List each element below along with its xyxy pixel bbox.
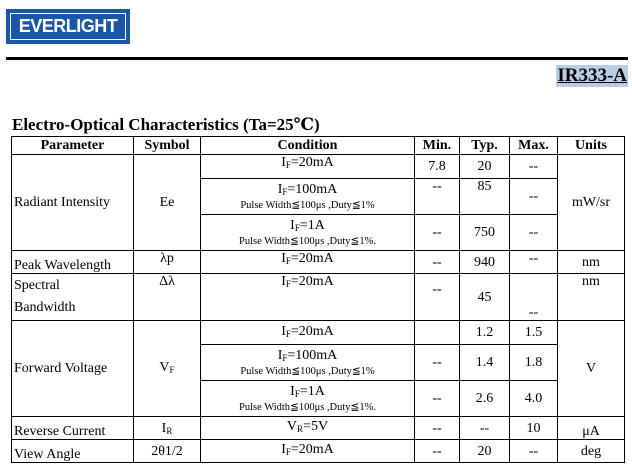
typ-value: 750 bbox=[460, 215, 510, 251]
condition-cell: $V_R=5V$ bbox=[201, 417, 415, 440]
condition-cell: $I_F=100mA$ Pulse Width≦100μs ,Duty≦1% bbox=[201, 345, 415, 381]
condition-cell: $I_F=20mA$ bbox=[201, 440, 415, 463]
param-angle: View Angle bbox=[12, 440, 134, 463]
typ-value: 20 bbox=[460, 440, 510, 463]
characteristics-table bbox=[11, 136, 625, 463]
table-row bbox=[12, 251, 625, 274]
condition-cell bbox=[201, 155, 415, 179]
min-value bbox=[415, 321, 460, 345]
param-reverse: Reverse Current bbox=[12, 417, 134, 440]
unit-radiant: mW/sr bbox=[558, 155, 625, 251]
unit-forward: V bbox=[558, 321, 625, 417]
max-value: 1.8 bbox=[510, 345, 558, 381]
unit-reverse: μA bbox=[558, 417, 625, 440]
table-row bbox=[12, 155, 625, 179]
pulse-note: Pulse Width≦100μs ,Duty≦1%. bbox=[239, 401, 376, 413]
max-value: -- bbox=[510, 179, 558, 215]
typ-value: 1.2 bbox=[460, 321, 510, 345]
logo-text: EVERLIGHT bbox=[10, 13, 126, 40]
max-value: 1.5 bbox=[510, 321, 558, 345]
condition-cell: $I_F=1A$ Pulse Width≦100μs ,Duty≦1%. bbox=[201, 215, 415, 251]
symbol-reverse: $I_R$ bbox=[134, 417, 201, 440]
param-radiant: Radiant Intensity bbox=[12, 155, 134, 251]
condition: $I_F=20mA$ bbox=[281, 155, 334, 170]
typ-value: 1.4 bbox=[460, 345, 510, 381]
table-row bbox=[12, 274, 625, 321]
header-rule bbox=[6, 57, 628, 60]
header-units: Units bbox=[558, 137, 625, 155]
header-max: Max. bbox=[510, 137, 558, 155]
max-value: 10 bbox=[510, 417, 558, 440]
min-value: -- bbox=[415, 274, 460, 321]
condition-cell: $I_F=20mA$ bbox=[201, 274, 415, 321]
typ-value: 940 bbox=[460, 251, 510, 274]
min-value: -- bbox=[415, 440, 460, 463]
header-min: Min. bbox=[415, 137, 460, 155]
max-value: -- bbox=[510, 440, 558, 463]
typ-value: 45 bbox=[460, 274, 510, 321]
symbol-peak: λp bbox=[134, 251, 201, 274]
symbol-spectral: Δλ bbox=[134, 274, 201, 321]
condition-cell: $I_F=20mA$ bbox=[201, 251, 415, 274]
min-value: -- bbox=[415, 345, 460, 381]
min-value: -- bbox=[415, 251, 460, 274]
symbol-angle: 2θ1/2 bbox=[134, 440, 201, 463]
symbol-radiant: Ee bbox=[134, 155, 201, 251]
max-value: -- bbox=[510, 274, 558, 321]
max-value: -- bbox=[510, 155, 558, 179]
min-value: -- bbox=[415, 179, 460, 215]
typ-value: 2.6 bbox=[460, 381, 510, 417]
pulse-note: Pulse Width≦100μs ,Duty≦1% bbox=[240, 199, 375, 211]
param-forward: Forward Voltage bbox=[12, 321, 134, 417]
unit-spectral: nm bbox=[558, 274, 625, 321]
table-row bbox=[12, 417, 625, 440]
unit-angle: deg bbox=[558, 440, 625, 463]
part-number: IR333-A bbox=[557, 65, 627, 86]
condition-cell: $I_F=1A$ Pulse Width≦100μs ,Duty≦1%. bbox=[201, 381, 415, 417]
min-value: -- bbox=[415, 215, 460, 251]
typ-value: -- bbox=[460, 417, 510, 440]
condition-cell: $I_F=20mA$ bbox=[201, 321, 415, 345]
typ-value: 85 bbox=[460, 179, 510, 215]
min-value: 7.8 bbox=[415, 155, 460, 179]
section-title: Electro-Optical Characteristics (Ta=25℃) bbox=[12, 115, 320, 134]
min-value: -- bbox=[415, 381, 460, 417]
typ-value: 20 bbox=[460, 155, 510, 179]
table-row bbox=[12, 440, 625, 463]
max-value: -- bbox=[510, 251, 558, 274]
min-value: -- bbox=[415, 417, 460, 440]
header-typ: Typ. bbox=[460, 137, 510, 155]
header-symbol: Symbol bbox=[134, 137, 201, 155]
param-spectral: Spectral Bandwidth bbox=[12, 274, 134, 321]
max-value: 4.0 bbox=[510, 381, 558, 417]
symbol-forward: $V_F$ bbox=[134, 321, 201, 417]
param-peak: Peak Wavelength bbox=[12, 251, 134, 274]
everlight-logo bbox=[6, 9, 130, 44]
max-value: -- bbox=[510, 215, 558, 251]
condition-cell: $I_F=100mA$ Pulse Width≦100μs ,Duty≦1% bbox=[201, 179, 415, 215]
table-row bbox=[12, 321, 625, 345]
unit-peak: nm bbox=[558, 251, 625, 274]
table-header-row bbox=[12, 137, 625, 155]
pulse-note: Pulse Width≦100μs ,Duty≦1%. bbox=[239, 235, 376, 247]
header-condition: Condition bbox=[201, 137, 415, 155]
header-parameter: Parameter bbox=[12, 137, 134, 155]
pulse-note: Pulse Width≦100μs ,Duty≦1% bbox=[240, 365, 375, 377]
